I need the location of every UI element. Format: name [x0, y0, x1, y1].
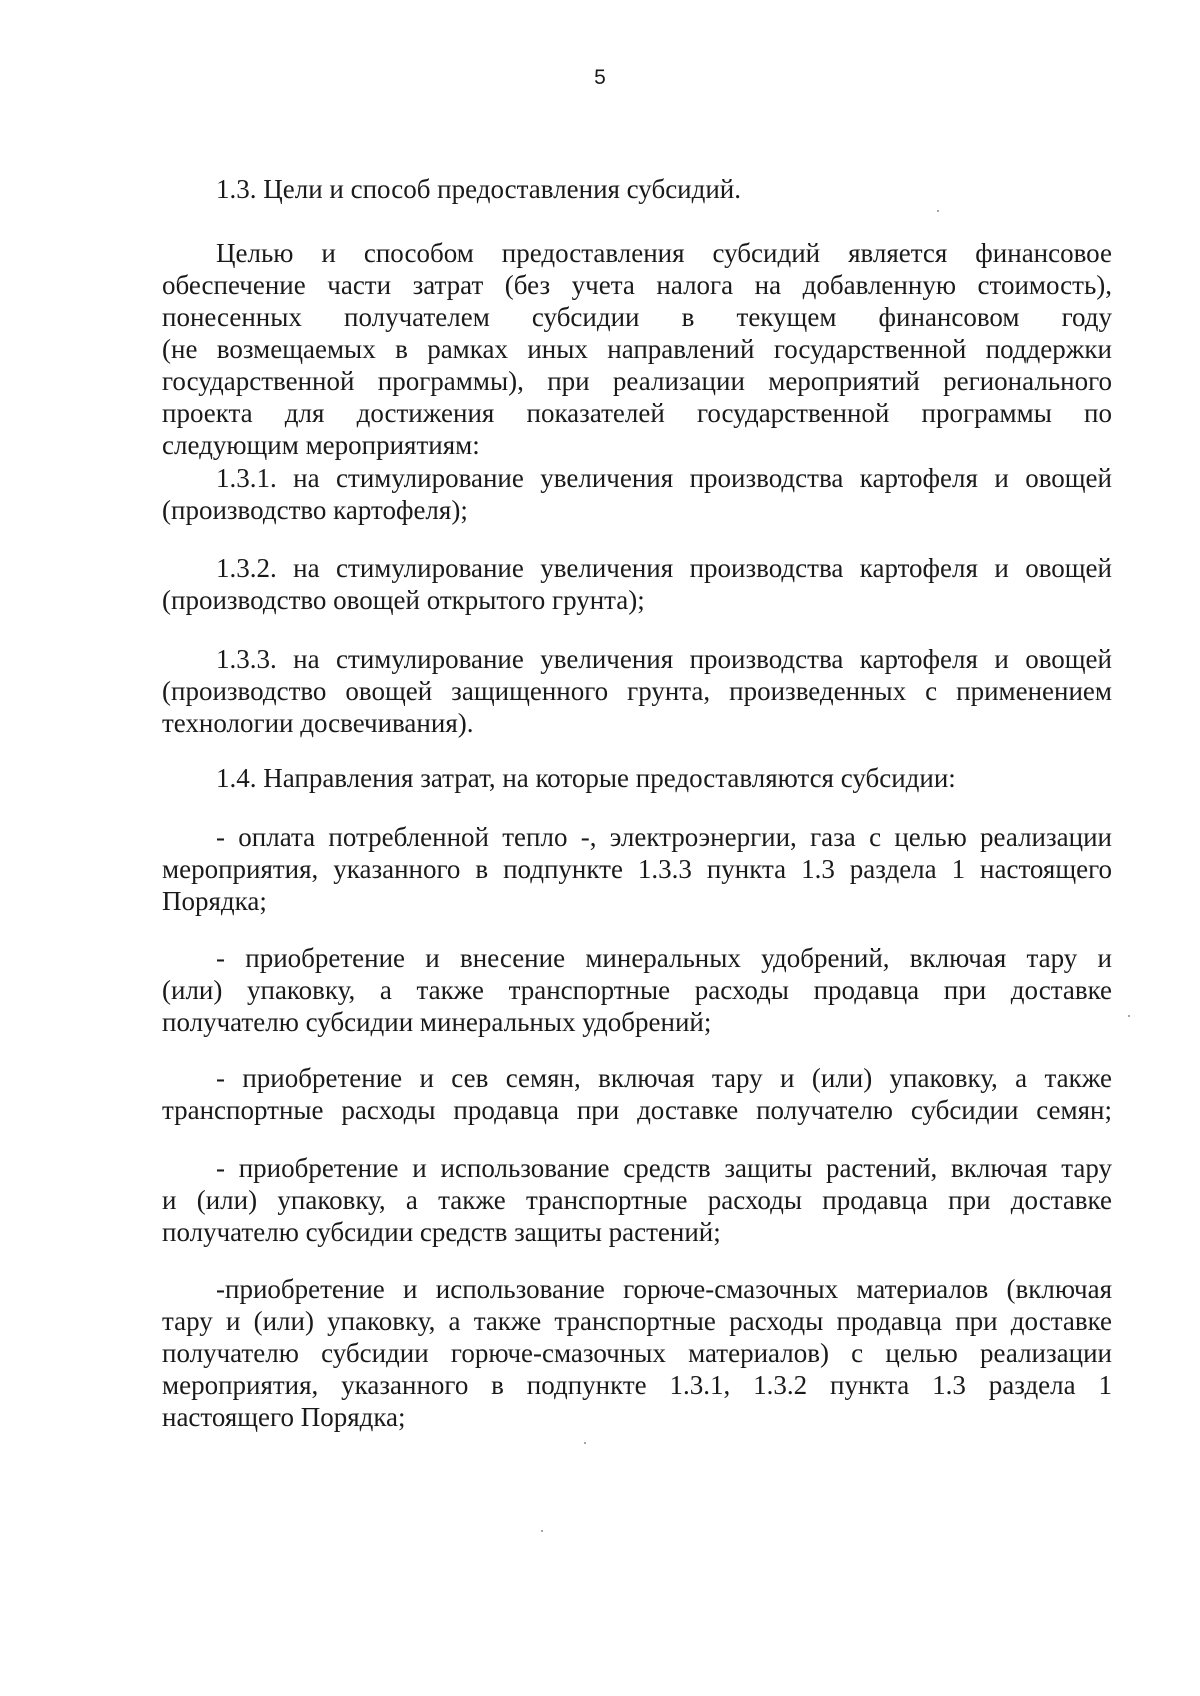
text-line: (производство картофеля);: [162, 495, 468, 525]
bullet-fertilizers: [162, 942, 1112, 1038]
page-number: 5: [594, 66, 606, 89]
text-line: 1.3.3. на стимулирование увеличения производства картофеля и овощей: [216, 644, 1112, 674]
bullet-plant-protection: [162, 1152, 1112, 1248]
section-heading-1-3: [162, 173, 1112, 205]
text-line: проекта для достижения показателей государственной программы по: [162, 398, 1112, 428]
text-line: (или) упаковку, а также транспортные расходы продавца при доставке: [162, 975, 1112, 1005]
paragraph-goal: [162, 237, 1112, 461]
bullet-seeds: [162, 1062, 1112, 1126]
text-line: транспортные расходы продавца при доставке получателю субсидии семян;: [162, 1095, 1112, 1125]
text-line: мероприятия, указанного в подпункте 1.3.3 пункта 1.3 раздела 1 настоящего: [162, 854, 1112, 884]
bullet-fuel-lubricants: [162, 1273, 1112, 1433]
text-line: (производство овощей открытого грунта);: [162, 585, 645, 615]
text-line: -приобретение и использование горюче-смазочных материалов (включая: [216, 1274, 1112, 1304]
text-line: - приобретение и использование средств защиты растений, включая тару: [216, 1153, 1112, 1183]
scan-speck: [584, 1442, 586, 1444]
text-line: 1.3.2. на стимулирование увеличения производства картофеля и овощей: [216, 553, 1112, 583]
text-line: получателю субсидии средств защиты растений;: [162, 1217, 721, 1247]
text-line: технологии досвечивания).: [162, 708, 474, 738]
scan-speck: [937, 210, 939, 212]
text-line: (не возмещаемых в рамках иных направлений государственной поддержки: [162, 334, 1112, 364]
text-line: (производство овощей защищенного грунта, произведенных с применением: [162, 676, 1112, 706]
text-line: - приобретение и внесение минеральных удобрений, включая тару и: [216, 943, 1112, 973]
text-line: и (или) упаковку, а также транспортные расходы продавца при доставке: [162, 1185, 1112, 1215]
paragraph-1-3-1: [162, 462, 1112, 526]
text-line: Целью и способом предоставления субсидий является финансовое: [216, 238, 1112, 268]
text-line: мероприятия, указанного в подпункте 1.3.1, 1.3.2 пункта 1.3 раздела 1: [162, 1370, 1112, 1400]
text-line: следующим мероприятиям:: [162, 430, 480, 460]
text-line: получателю субсидии минеральных удобрений;: [162, 1007, 712, 1037]
bullet-energy: [162, 821, 1112, 917]
text-line: Порядка;: [162, 886, 267, 916]
paragraph-1-3-2: [162, 552, 1112, 616]
paragraph-1-3-3: [162, 643, 1112, 739]
text-line: - оплата потребленной тепло -, электроэнергии, газа с целью реализации: [216, 822, 1112, 852]
text-line: 1.4. Направления затрат, на которые предоставляются субсидии:: [216, 763, 956, 793]
text-line: - приобретение и сев семян, включая тару и (или) упаковку, а также: [216, 1063, 1112, 1093]
text-line: тару и (или) упаковку, а также транспортные расходы продавца при доставке: [162, 1306, 1112, 1336]
text-line: 1.3.1. на стимулирование увеличения производства картофеля и овощей: [216, 463, 1112, 493]
scan-speck: [541, 1530, 543, 1532]
text-line: 1.3. Цели и способ предоставления субсидий.: [216, 174, 742, 204]
text-line: настоящего Порядка;: [162, 1402, 406, 1432]
scan-speck: [1128, 1015, 1130, 1017]
text-line: обеспечение части затрат (без учета налога на добавленную стоимость),: [162, 270, 1112, 300]
text-line: государственной программы), при реализации мероприятий регионального: [162, 366, 1112, 396]
text-line: понесенных получателем субсидии в текущем финансовом году: [162, 302, 1112, 332]
section-heading-1-4: [162, 762, 1112, 794]
text-line: получателю субсидии горюче-смазочных материалов) с целью реализации: [162, 1338, 1112, 1368]
